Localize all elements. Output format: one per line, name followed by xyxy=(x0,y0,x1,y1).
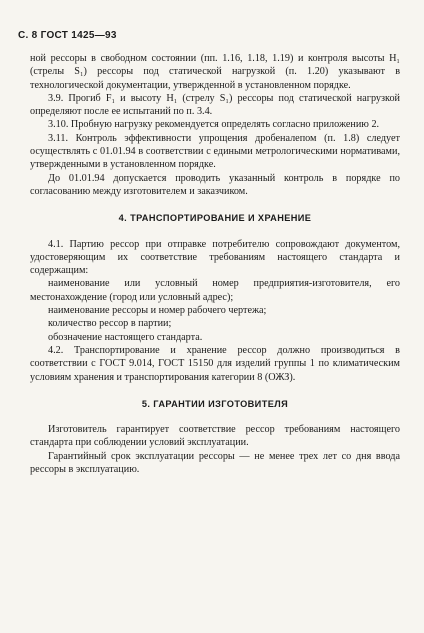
paragraph-continuation: ной рессоры в свободном состоянии (пп. 1.16, 1.18, 1.19) и контроля высоты H₁ (стрелы S₁) рессоры под статической нагрузкой (п. 1.20) указывают в технологической документации, утвержденной в установленном порядке. xyxy=(30,53,400,91)
list-item-standard: обозначение настоящего стандарта. xyxy=(48,331,203,343)
section-4-title: 4. ТРАНСПОРТИРОВАНИЕ И ХРАНЕНИЕ xyxy=(118,213,312,224)
paragraph-3-11: 3.11. Контроль эффективности упрощения дробеналепом (п. 1.8) следует осуществлять с 01.01.94 в соответствии с едиными метрологическими нормативами, утвержденными в установленном порядке. xyxy=(30,132,400,171)
list-item-spring-name: наименование рессоры и номер рабочего чертежа; xyxy=(48,305,267,317)
paragraph-warranty: Изготовитель гарантирует соответствие рессор требованиям настоящего стандарта при соблюдении условий эксплуатации. xyxy=(30,424,400,449)
list-item-quantity: количество рессор в партии; xyxy=(48,318,172,330)
list-item-manufacturer: наименование или условный номер предприятия-изготовителя, его местонахождение (город или условный адрес); xyxy=(30,278,400,303)
paragraph-until-1994: До 01.01.94 допускается проводить указанный контроль в порядке по согласованию между изготовителем и заказчиком. xyxy=(30,172,400,197)
paragraph-4-1: 4.1. Партию рессор при отправке потребителю сопровождают документом, удостоверяющим их соответствие требованиям настоящего стандарта и содержащим: xyxy=(30,238,400,277)
page-header: С. 8 ГОСТ 1425—93 xyxy=(18,30,117,41)
paragraph-warranty-period: Гарантийный срок эксплуатации рессоры — не менее трех лет со дня ввода рессоры в эксплуатацию. xyxy=(30,450,400,476)
page-body xyxy=(30,52,400,476)
paragraph-4-2: 4.2. Транспортирование и хранение рессор должно производиться в соответствии с ГОСТ 9.014, ГОСТ 15150 для изделий группы 1 по климатическим условиям хранения и транспортирования категории 8 (ОЖЗ). xyxy=(30,344,400,383)
section-5-title: 5. ГАРАНТИИ ИЗГОТОВИТЕЛЯ xyxy=(141,398,289,409)
paragraph-3-9: 3.9. Прогиб F₁ и высоту H₁ (стрелу S₁) рессоры под статической нагрузкой определяют после ее испытаний по п. 3.4. xyxy=(30,92,400,118)
paragraph-3-10: 3.10. Пробную нагрузку рекомендуется определять согласно приложению 2. xyxy=(48,119,380,131)
